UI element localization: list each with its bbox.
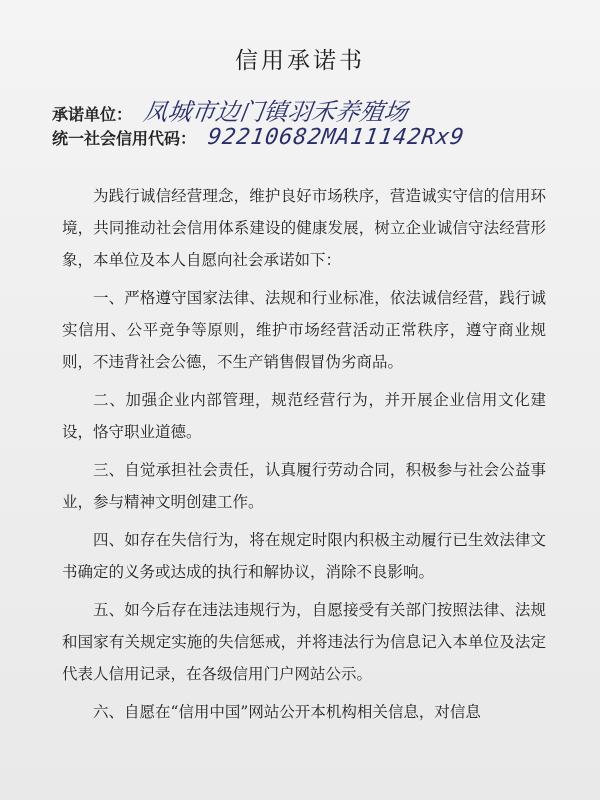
document-title: 信用承诺书	[235, 48, 365, 74]
paragraph-2: 二、加强企业内部管理，规范经营行为，并开展企业信用文化建设，恪守职业道德。	[62, 391, 546, 441]
paragraph-intro: 为践行诚信经营理念，维护良好市场秩序，营造诚实守信的信用环境，共同推动社会信用体系建设的健康发展，树立企业诚信守法经营形象，本单位及本人自愿向社会承诺如下：	[62, 187, 546, 269]
credit-code-label: 统一社会信用代码：	[52, 129, 197, 148]
paragraph-1: 一、严格遵守国家法律、法规和行业标准，依法诚信经营，践行诚实信用、公平竞争等原则，维护市场经营活动正常秩序，遵守商业规则，不违背社会公德，不生产销售假冒伪劣商品。	[62, 289, 546, 371]
credit-code-handwritten-value: 92210682MA11142Rx9	[206, 125, 467, 150]
paragraph-5: 五、如今后存在违法违规行为，自愿接受有关部门按照法律、法规和国家有关规定实施的失信惩戒，并将违法行为信息记入本单位及法定代表人信用记录，在各级信用门户网站公示。	[62, 601, 546, 683]
paragraph-4: 四、如存在失信行为，将在规定时限内积极主动履行已生效法律文书确定的义务或达成的执行和解协议，消除不良影响。	[62, 531, 546, 581]
unit-field	[52, 92, 408, 127]
unit-handwritten-value: 凤城市边门镇羽禾养殖场	[141, 98, 410, 126]
credit-code-field	[52, 125, 467, 150]
paragraph-3: 三、自觉承担社会责任，认真履行劳动合同，积极参与社会公益事业，参与精神文明创建工作。	[62, 461, 546, 511]
document-body	[62, 180, 546, 734]
unit-label: 承诺单位：	[52, 105, 133, 124]
paragraph-6: 六、自愿在“信用中国”网站公开本机构相关信息，对信息	[93, 703, 481, 721]
